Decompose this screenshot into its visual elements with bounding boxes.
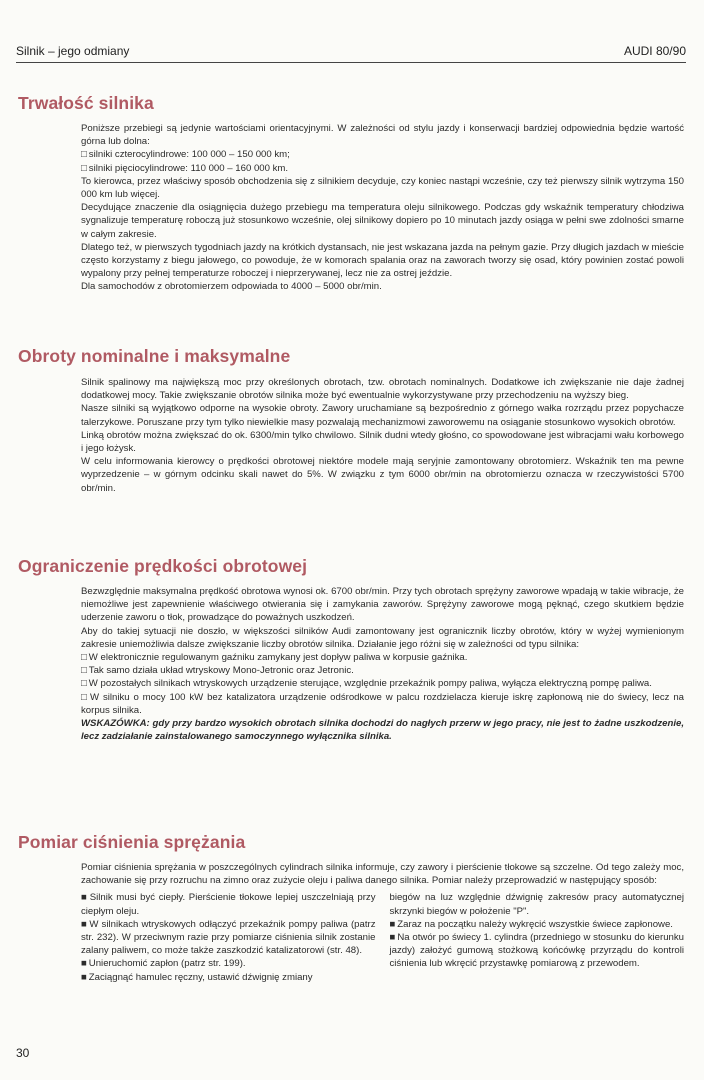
- paragraph: Pomiar ciśnienia sprężania w poszczególnych cylindrach silnika informuje, czy zawory i pierścienie tłokowe są szczelne. Od tego zależy moc, zachowanie się przy rozruchu na zimno oraz zużycie oleju i paliwa danego silnika. Pomiar należy przeprowadzić w następujący sposób:: [81, 862, 684, 887]
- paragraph: Dla samochodów z obrotomierzem odpowiada to 4000 – 5000 obr/min.: [81, 281, 382, 293]
- step-item: ■ Silnik musi być ciepły. Pierścienie tłokowe lepiej uszczelniają przy ciepłym oleju.: [81, 891, 376, 917]
- paragraph: Decydujące znaczenie dla osiągnięcia dużego przebiegu ma temperatura oleju silnikowego. Podczas gdy wskaźnik temperatury chłodziwa sygnalizuje temperaturę roboczą już stosunkowo wcześnie, olej silnikowy dopiero po 10 minutach jazdy osiąga w pełni swe zdolności smarne w całym zakresie.: [81, 202, 684, 240]
- paragraph: Nasze silniki są wyjątkowo odporne na wysokie obroty. Zawory uruchamiane są bezpośrednio z górnego wałka rozrządu przez popychacze talerzykowe. Poruszane przy tym tylko niewielkie masy pozwalają mechanizmowi zaworowemu na osiąganie stosunkowo wysokich obrotów.: [81, 403, 684, 428]
- section-title: Ograniczenie prędkości obrotowej: [18, 556, 308, 576]
- section-body: [81, 376, 684, 495]
- section-title: Trwałość silnika: [18, 93, 154, 113]
- section-body: [81, 585, 684, 743]
- section-body: [81, 122, 684, 294]
- paragraph: Silnik spalinowy ma największą moc przy określonych obrotach, tzw. obrotach nominalnych. Dodatkowe ich zwiększanie nie daje żadnej dodatkowej mocy. Takie zwiększanie obrotów silnika może być ewentualnie wykorzystywane przy przechodzeniu na wyższy bieg.: [81, 377, 684, 402]
- paragraph: Linką obrotów można zwiększać do ok. 6300/min tylko chwilowo. Silnik dudni wtedy głośno, co spowodowane jest wibracjami wału korbowego i jego łożysk.: [81, 429, 684, 455]
- step-item: ■ Zaciągnąć hamulec ręczny, ustawić dźwignię zmiany: [81, 971, 376, 984]
- steps-left-column: [81, 891, 376, 983]
- checkbox-list-item: □ silniki czterocylindrowe: 100 000 – 150 000 km;: [81, 148, 684, 161]
- checkbox-list-item: □ W silniku o mocy 100 kW bez katalizatora urządzenie odśrodkowe w palcu rozdzielacza kieruje iskrę zapłonową nie do świecy, lecz na korpus silnika.: [81, 691, 684, 717]
- paragraph: Dlatego też, w pierwszych tygodniach jazdy na krótkich dystansach, nie jest wskazana jazda na pełnym gazie. Przy długich jazdach w mieście często korzystamy z biegu jałowego, co powoduje, że w komorach spalania oraz na zaworach tworzy się osad, który powinien zostać powoli wypalony przy pełnej temperaturze roboczej i nieprzerywanej, lecz nie za ostrej jeździe.: [81, 241, 684, 280]
- page-header: [16, 44, 686, 58]
- step-item: ■ Zaraz na początku należy wykręcić wszystkie świece zapłonowe.: [390, 918, 685, 931]
- header-model-name: AUDI 80/90: [623, 44, 686, 58]
- paragraph: Bezwzględnie maksymalna prędkość obrotowa wynosi ok. 6700 obr/min. Przy tych obrotach sprężyny zaworowe wpadają w takie wibracje, że niemożliwe jest zapewnienie właściwego otwierania się i zamykania zaworów. Sprężyny zaworowe mogą pęknąć, czego skutkiem będzie uderzenie zaworu o tłok, prowadzące do poważnych uszkodzeń.: [81, 586, 684, 624]
- step-item: ■ Na otwór po świecy 1. cylindra (przedniego w stosunku do kierunku jazdy) założyć gumową stożkową końcówkę przyrządu do kontroli ciśnienia lub wkręcić przystawkę pomiarową z przewodem.: [390, 931, 685, 971]
- header-chapter-title: Silnik – jego odmiany: [16, 44, 130, 58]
- section-body: [81, 861, 684, 984]
- section-nominal-max-rpm: [18, 346, 684, 495]
- checkbox-list-item: □ W elektronicznie regulowanym gaźniku zamykany jest dopływ paliwa w korpusie gaźnika.: [81, 651, 684, 664]
- section-title: Obroty nominalne i maksymalne: [18, 346, 291, 366]
- section-rpm-limit: [18, 556, 684, 743]
- step-item: ■ Unieruchomić zapłon (patrz str. 199).: [81, 957, 376, 970]
- steps-right-column: [390, 891, 685, 983]
- header-divider: [16, 62, 686, 63]
- paragraph: To kierowca, przez właściwy sposób obchodzenia się z silnikiem decyduje, czy koniec nastąpi wcześnie, czy też pierwszy silnik wytrzyma 150 000 km lub więcej.: [81, 175, 684, 201]
- checkbox-list-item: □ silniki pięciocylindrowe: 110 000 – 160 000 km.: [81, 162, 684, 175]
- section-title: Pomiar ciśnienia sprężania: [18, 832, 246, 852]
- checkbox-list-item: □ Tak samo działa układ wtryskowy Mono-Jetronic oraz Jetronic.: [81, 664, 684, 677]
- checkbox-list-item: □ W pozostałych silnikach wtryskowych urządzenie sterujące, względnie przekaźnik pompy paliwa, wyłącza elektryczną pompę paliwa.: [81, 677, 684, 690]
- paragraph: Poniższe przebiegi są jedynie wartościami orientacyjnymi. W zależności od stylu jazdy i konserwacji bardziej odpowiednia będzie wartość górna lub dolna:: [81, 123, 684, 148]
- step-item: ■ W silnikach wtryskowych odłączyć przekaźnik pompy paliwa (patrz str. 232). W przeciwnym razie przy pomiarze ciśnienia silnik zostanie zalany paliwem, co może także zaszkodzić katalizatorowi (str. 48).: [81, 918, 376, 958]
- paragraph: Aby do takiej sytuacji nie doszło, w większości silników Audi zamontowany jest ogranicznik liczby obrotów, który w wyżej wymienionym zakresie uniemożliwia dalsze zwiększanie liczby obrotów silnika. Działanie jego różni się w zależności od typu silnika:: [81, 625, 684, 650]
- section-compression-test: [18, 832, 684, 984]
- section-engine-durability: [18, 93, 684, 294]
- step-item-continued: biegów na luz względnie dźwignię zakresów pracy automatycznej skrzynki biegów w położenie "P".: [389, 892, 684, 917]
- two-column-steps: [81, 891, 684, 983]
- page-number: 30: [16, 1046, 30, 1060]
- warning-note: WSKAZÓWKA: gdy przy bardzo wysokich obrotach silnika dochodzi do nagłych przerw w jego pracy, nie jest to żadne uszkodzenie, lecz zadziałanie zainstalowanego samoczynnego wyłącznika silnika.: [81, 718, 684, 743]
- paragraph: W celu informowania kierowcy o prędkości obrotowej niektóre modele mają seryjnie zamontowany obrotomierz. Wskaźnik ten ma pewne wyprzedzenie – w górnym odcinku skali nawet do 5%. W związku z tym 6000 obr/min na obrotomierzu oznacza w rzeczywistości 5700 obr/min.: [81, 456, 684, 494]
